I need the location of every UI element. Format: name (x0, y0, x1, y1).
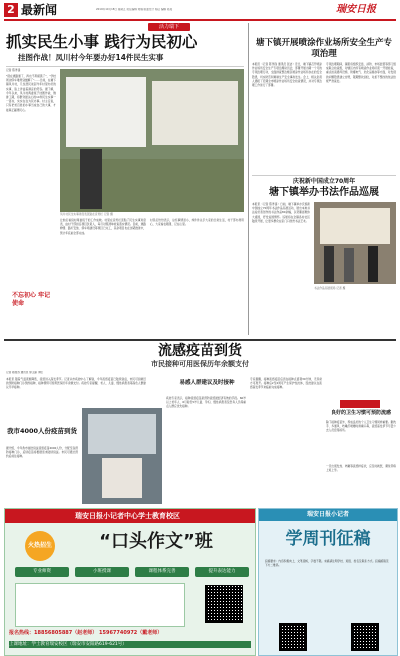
ad1-feature-3: 课程体系完善 (135, 567, 189, 577)
ad1-headline: “口头作文”班 (99, 531, 213, 552)
column-divider (248, 23, 249, 335)
page-number-badge: 2 (4, 3, 18, 17)
story4-sub-body1: 疾控专家表示，接种流感疫苗是预防流感最经济有效的手段。60岁以上老年人、6月龄至5岁儿童、孕妇、慢性病患者及医务人员等重点人群应优先接种。 (166, 396, 246, 409)
story1-rule (6, 66, 244, 67)
story4-subtitle2-tag (340, 400, 380, 408)
story1-sidebar-note: 不忘初心 牢记使命 (12, 292, 51, 307)
ad1-qr-code (205, 585, 243, 623)
story4-subhead: 市民接种可用医保历年余额支付 (151, 360, 249, 368)
story2-headline: 塘下镇开展喷涂作业场所安全生产专项治理 (255, 38, 392, 59)
story4-sub-body3: 除了接种疫苗外，养成良好的个人卫生习惯同样重要。勤洗手、多通风、咳嗽打喷嚏时遮掩口鼻，流感高发季节尽量少去人员密集场所。 (326, 420, 396, 433)
ad2-top-label: 瑞安日报小记者 (306, 511, 349, 518)
story4-byline: 记者 陈国涛 通讯员 徐卫丽 季佳 (6, 371, 44, 374)
ad1-top-label: 瑞安日报小记者中心学士教育校区 (75, 512, 180, 520)
story2-rule (252, 175, 396, 176)
ad2-qr-code-1 (279, 623, 307, 651)
paper-name-logo: 瑞安日报 (336, 4, 376, 15)
date-line: 2019年10月18日 星期五 责任编辑 刘瑞 版面设计 杨启 编辑 陈燕 (96, 8, 173, 11)
section-title: 最新闻 (21, 3, 58, 17)
story4-box-body: 据介绍，今年我市首批到货流感疫苗4000人份，分配至各预防接种门诊，后续疫苗将根据需求陆续到货。市民可通过预约后前往接种。 (6, 446, 78, 459)
story1-byline: 记者 陈孝锋 (6, 68, 21, 72)
ad1-feature-1: 专业师资 (15, 567, 69, 577)
ad1-badge: 火热招生 (25, 531, 55, 561)
ad1-panel (4, 508, 256, 656)
story4-sub-body4: 一旦出现发热、咳嗽等流感样症状，应及时就医，避免带病上班上学。 (326, 464, 396, 473)
ad1-info-block (15, 583, 185, 627)
story3-body: 本报讯（记者 陈孝锋）日前，塘下镇举办庆祝新中国成立70周年书法作品巡展活动，展出本地书法爱好者创作的书法作品80余幅，以笔墨讴歌伟大祖国，抒发爱国情怀。巡展将在全镇各村社区陆续开展，让更多群众在家门口欣赏书法艺术。 (252, 202, 310, 223)
story3-photo-caption: 书法作品巡展现场 记者 摄 (314, 286, 346, 290)
ad1-feature-2: 小班授课 (75, 567, 129, 577)
story3-kicker: 庆祝新中国成立70周年 (292, 178, 356, 185)
mid-page-rule (4, 339, 396, 341)
ad1-address: 上课地址：学士教育瑞安校区（瑞安市安阳路619-621号） (9, 641, 251, 648)
story3-headline: 塘下镇举办书法作品巡展 (269, 187, 379, 198)
header-rule (4, 19, 396, 21)
story1-photo (60, 69, 244, 212)
story4-headline: 流感疫苗到货 (158, 343, 242, 359)
story1-body: "现在道路通了，再也不用摸黑了"，"学校周边停车难得到缓解了"……日前，在塘下镇凤川村，几位居民谈起今年村里办好的实事，脸上洋溢着满意的笑容。据了解，今年以来，凤川村两委班子挂图作战、倒排工期，将群众最关心的14件民生实事一一落实，实实在在为民办事。村主任说，只有把老百姓的小事当成自己的大事，才能真正赢得民心。 (6, 74, 56, 112)
story1-headline: 抓实民生小事 践行为民初心 (6, 33, 198, 51)
story1-photo-caption: 凤川村民生实事进度表张贴在宣传栏 记者 摄 (60, 212, 113, 216)
story4-body: 本报讯 随着气温逐渐降低，流感进入高发季节。记者从市疾控中心了解到，今年流感疫苗已陆续到货，市民可到就近的预防接种门诊预约接种，接种费用可使用医保历年余额支付。疾控专家提醒，老人、儿童、慢性病患者等高危人群建议尽早接种。 (6, 377, 146, 390)
story1-subhead: 挂图作战！凤川村今年要办好14件民生实事 (18, 53, 164, 62)
story2-body-right: 专项治理期间，镇里将组织安监、消防、市场监管等部门组成联合检查组，对辖区内所有喷涂作业场所逐一开展检查，重点检查通风设施、防爆电气、危化品储存等方面，对发现的问题隐患建立台账，限期整改到位，对拒不整改的依法依规严肃查处。 (326, 62, 396, 83)
ad2-qr-code-2 (351, 623, 379, 651)
ad2-panel (258, 508, 398, 656)
story1-body-extra: 村民们纷纷表示，这些事情虽小，却件件关乎大家的日常生活，村干部办得用心，大家看在眼里、记在心里。 (150, 218, 244, 227)
ad1-feature-4: 提升表达能力 (195, 567, 249, 577)
story4-photo (82, 408, 162, 504)
ad2-headline: 学周刊征稿 (285, 529, 371, 549)
story1-body-right: 让他们看到村两委班子的工作成效。村里在宣传栏张贴了民生实事进度表，由村干部担任项目负责人，每月对照清单检查落实情况。目前，道路修缮、路灯安装、停车场建设等项目已完工，其余项目也在加紧推进中，预计年底前全部完成。 (60, 218, 146, 235)
story2-body: 本报讯（记者 陈孝锋 通讯员 张洁）近日，塘下镇召开喷涂作业场所安全生产专项治理动员会，部署开展为期一个月的专项治理行动，全面排查整治辖区喷涂作业场所存在的安全隐患，切实防范和遏制生产安全事故发生。会上，相关负责人通报了近期全市喷涂作业场所安全检查情况，并对专项治理工作进行了部署。 (252, 62, 322, 88)
story4-sub-body2: 专家提醒，接种流感疫苗后需在接种点留观30分钟，无异常方可离开。接种后2至4周可产生保护性抗体，因此建议在流感高发季节来临前完成接种。 (250, 377, 322, 390)
ad2-body: 投稿要求：内容积极向上，文笔流畅，字数不限。来稿请注明学校、班级、姓名及联系方式。投稿邮箱见下方二维码。 (265, 559, 389, 568)
story4-subtitle2: 良好的卫生习惯可预防流感 (330, 410, 391, 416)
story3-photo (314, 202, 396, 284)
story4-subtitle1: 易感人群建议及时接种 (179, 380, 235, 386)
story4-box-title: 我市4000人份疫苗到货 (6, 427, 78, 435)
story1-tag: 活力瑞下 (148, 23, 190, 31)
ad1-phone: 报名热线：18856805887（赵老师） 15967740972（戴老师） (9, 630, 163, 636)
